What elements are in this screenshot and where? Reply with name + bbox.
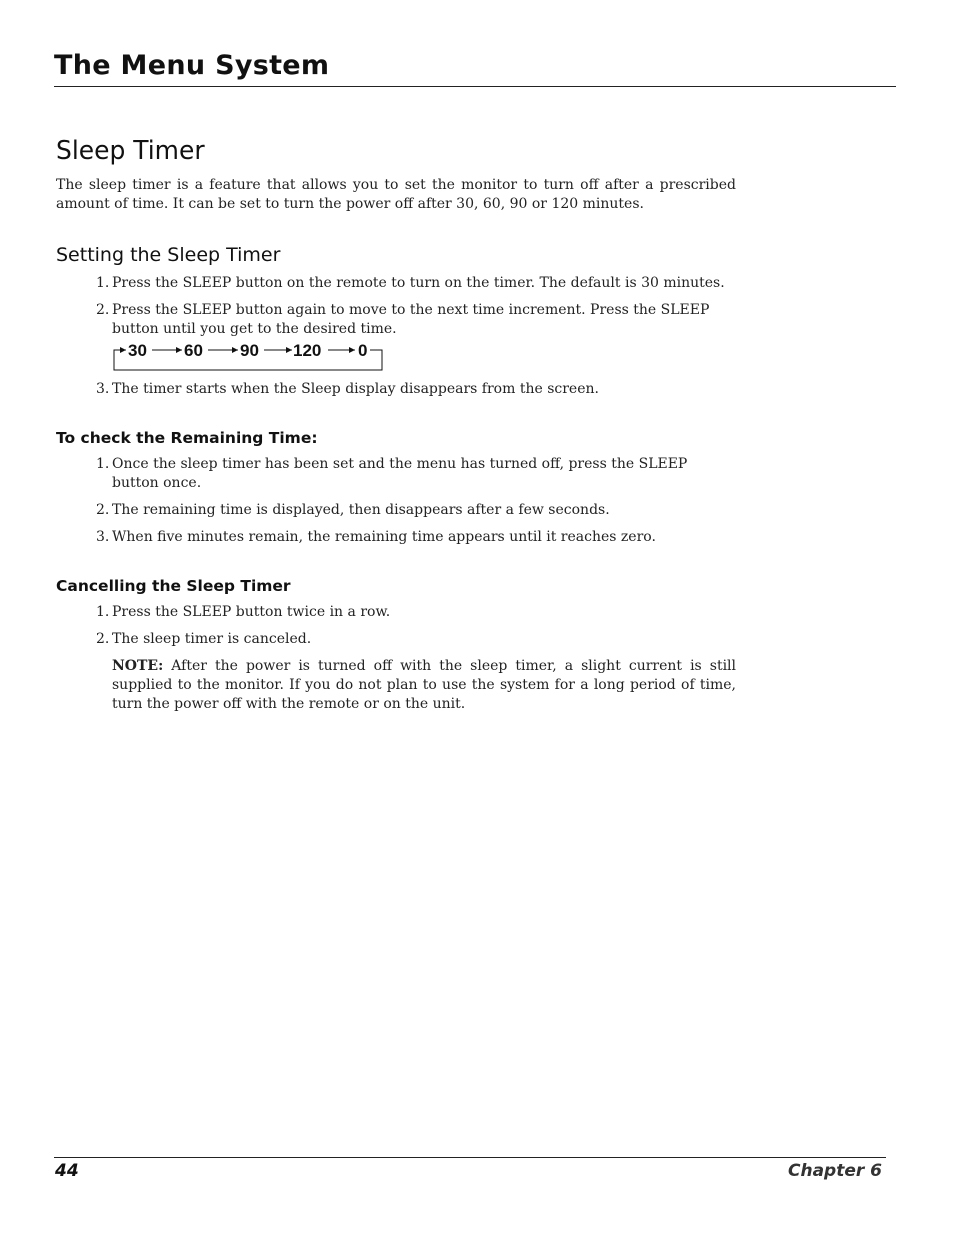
cancel-steps	[56, 603, 736, 649]
step-number: 2.	[96, 631, 110, 647]
step-text: When five minutes remain, the remaining time appears until it reaches zero.	[112, 529, 656, 545]
step-number: 1.	[96, 275, 110, 291]
sequence-value: 60	[184, 342, 203, 360]
step-number: 2.	[96, 302, 110, 318]
sequence-value: 30	[128, 342, 147, 360]
cancel-title: Cancelling the Sleep Timer	[56, 577, 291, 595]
step-number: 1.	[96, 604, 110, 620]
list-item	[56, 455, 736, 493]
chapter-label: Chapter 6	[787, 1161, 882, 1181]
list-item	[56, 274, 736, 293]
timer-sequence-diagram	[112, 342, 382, 372]
page-number: 44	[55, 1161, 79, 1181]
step-text: Press the SLEEP button on the remote to turn on the timer. The default is 30 minutes.	[112, 275, 725, 291]
step-text: Once the sleep timer has been set and the menu has turned off, press the SLEEP button once.	[112, 456, 688, 491]
setting-steps	[56, 274, 736, 399]
sequence-value: 0	[358, 342, 368, 360]
remaining-steps	[56, 455, 736, 547]
step-text: The remaining time is displayed, then disappears after a few seconds.	[112, 502, 610, 518]
setting-title: Setting the Sleep Timer	[56, 244, 281, 266]
intro-paragraph: The sleep timer is a feature that allows you to set the monitor to turn off after a prescribed amount of time. It can be set to turn the power off after 30, 60, 90 or 120 minutes.	[56, 177, 736, 212]
sequence-value: 120	[293, 342, 322, 360]
section-title: Sleep Timer	[56, 136, 205, 166]
list-item	[56, 501, 736, 520]
step-number: 2.	[96, 502, 110, 518]
step-text: Press the SLEEP button again to move to the next time increment. Press the SLEEP button until you get to the desired time.	[112, 302, 710, 337]
list-item	[56, 528, 736, 547]
list-item	[56, 630, 736, 649]
step-number: 1.	[96, 456, 110, 472]
step-text: The sleep timer is canceled.	[112, 631, 312, 647]
step-text: The timer starts when the Sleep display disappears from the screen.	[112, 381, 599, 397]
header-rule	[54, 86, 896, 87]
step-number: 3.	[96, 381, 110, 397]
list-item	[56, 603, 736, 622]
page-header-title: The Menu System	[54, 50, 330, 81]
sequence-value: 90	[240, 342, 259, 360]
main-content	[56, 136, 736, 714]
list-item	[56, 301, 736, 372]
note-text: After the power is turned off with the sleep timer, a slight current is still supplied to the monitor. If you do not plan to use the system for a long period of time, turn the power off with the remote or on the unit.	[112, 658, 737, 712]
note-paragraph	[112, 657, 736, 714]
step-number: 3.	[96, 529, 110, 545]
note-label: NOTE:	[112, 658, 164, 674]
footer-rule	[54, 1157, 886, 1158]
step-text: Press the SLEEP button twice in a row.	[112, 604, 391, 620]
remaining-title: To check the Remaining Time:	[56, 429, 318, 447]
list-item	[56, 380, 736, 399]
timer-sequence-svg	[112, 342, 384, 372]
